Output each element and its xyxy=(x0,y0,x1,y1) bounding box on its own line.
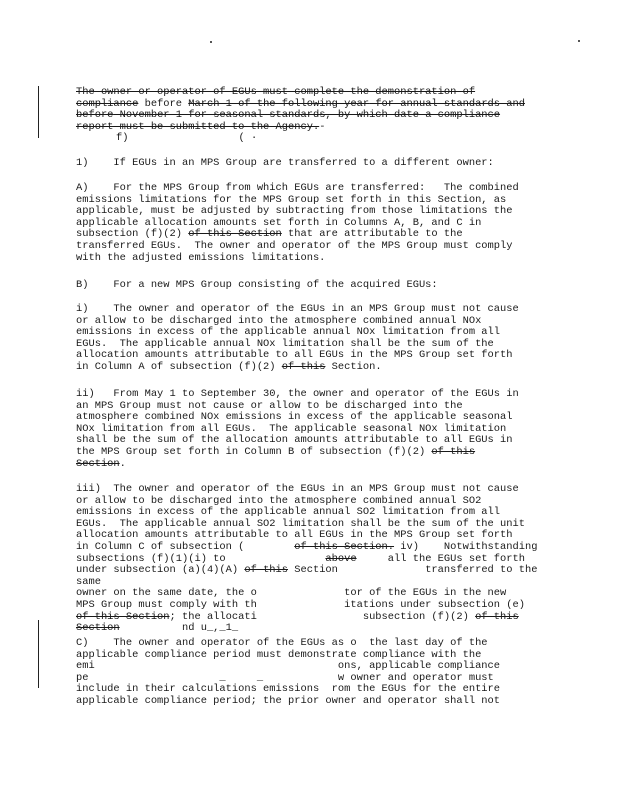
revision-bar xyxy=(38,86,39,138)
revision-bar xyxy=(38,620,39,688)
paragraph-1: 1) If EGUs in an MPS Group are transferred to a different owner: xyxy=(76,157,494,169)
paragraph-ii: ii) From May 1 to September 30, the owner and operator of the EGUs in an MPS Group must not cause or allow to be discharged into the atmosphere combined NOx emissions in excess of the applicable seasonal NOx limitation from all EGUs. The applicable seasonal NOx limitation shall be the sum of the allocation amounts attributable to all EGUs in the MPS Group set forth in Column B of subsection (f)(2) of this Section. xyxy=(76,388,519,470)
paragraph-b: B) For a new MPS Group consisting of the acquired EGUs: xyxy=(76,279,438,291)
intro-paragraph: The owner or operator of EGUs must complete the demonstration of compliance before March 1 of the following year for annual standards and before November 1 for seasonal standards, by which date a compliance report must be submitted to the Agency.- f) ( · xyxy=(76,86,525,145)
paragraph-i: i) The owner and operator of the EGUs in an MPS Group must not cause or allow to be discharged into the atmosphere combined annual NOx emissions in excess of the applicable annual NOx limitation from all EGUs. The applicable annual NOx limitation shall be the sum of the allocation amounts attributable to all EGUs in the MPS Group set forth in Column A of subsection (f)(2) of this Section. xyxy=(76,303,519,373)
paragraph-a: A) For the MPS Group from which EGUs are transferred: The combined emissions limitations for the MPS Group set forth in this Section, as applicable, must be adjusted by subtracting from those limitations the applicable allocation amounts set forth in Columns A, B, and C in subsection (f)(2) of this Section that are attributable to the transferred EGUs. The owner and operator of the MPS Group must comply with the adjusted emissions limitations. xyxy=(76,182,519,264)
paragraph-c: C) The owner and operator of the EGUs as o the last day of the applicable compliance period must demonstrate compliance with the emi ons, applicable compliance pe _ _ w owner and operator must include in their calculations emissions rom the EGUs for the entire applicable compliance period; the prior owner and operator shall not xyxy=(76,637,501,707)
scan-speck xyxy=(210,41,212,43)
paragraph-iii: iii) The owner and operator of the EGUs in an MPS Group must not cause or allow to be discharged into the atmosphere combined annual SO2 emissions in excess of the applicable annual SO2 limitation from all EGUs. The applicable annual SO2 limitation shall be the sum of the unit allocation amounts attributable to all EGUs in the MPS Group set forth in Column C of subsection ( of this Section. iv) Notwithstanding subsections (f)(1)(i) to above all the EGUs set forth under subsection (a)(4)(A) of this Section transferred to the same owner on the same date, the o tor of the EGUs in the new MPS Group must comply with th itations under subsection (e) of this Section; the allocati subsection (f)(2) of this Section nd u_,_1_ xyxy=(76,483,544,635)
scan-speck xyxy=(578,40,580,42)
